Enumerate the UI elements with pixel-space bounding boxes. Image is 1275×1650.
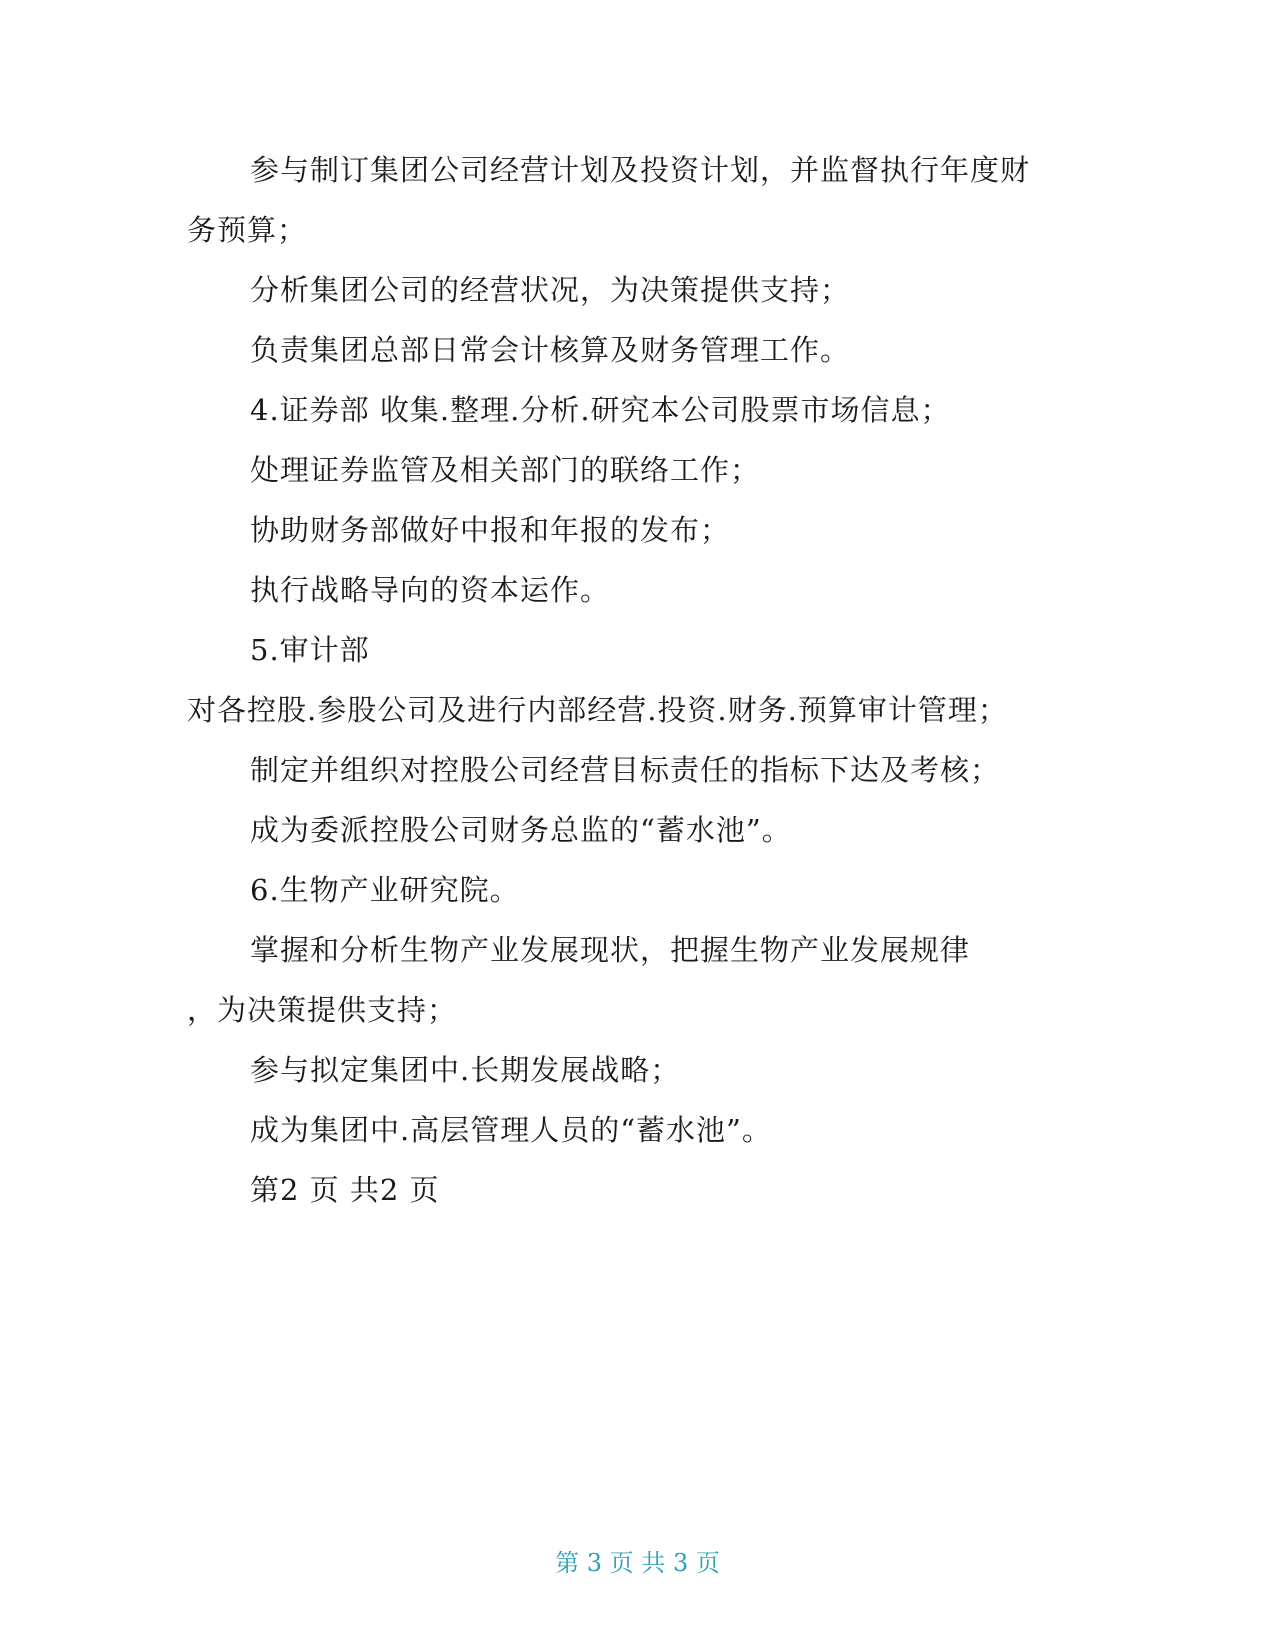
paragraph-line: 成为委派控股公司财务总监的“蓄水池”。 — [250, 813, 792, 847]
section-heading-securities: 4.证券部 收集.整理.分析.研究本公司股票市场信息； — [250, 393, 951, 427]
paragraph-line: 协助财务部做好中报和年报的发布； — [250, 513, 731, 547]
inline-page-number: 第2 页 共2 页 — [250, 1173, 440, 1207]
page-footer: 第 3 页 共 3 页 — [555, 1549, 720, 1577]
paragraph-line: 分析集团公司的经营状况，为决策提供支持； — [250, 273, 851, 307]
paragraph-line: 制定并组织对控股公司经营目标责任的指标下达及考核； — [250, 753, 1001, 787]
paragraph-line: 参与制订集团公司经营计划及投资计划，并监督执行年度财 — [250, 153, 1031, 187]
section-heading-audit: 5.审计部 — [250, 633, 370, 667]
paragraph-line: 务预算； — [187, 213, 308, 247]
paragraph-line: 负责集团总部日常会计核算及财务管理工作。 — [250, 333, 851, 367]
paragraph-line: 成为集团中.高层管理人员的“蓄水池”。 — [250, 1113, 772, 1147]
paragraph-line: ，为决策提供支持； — [187, 993, 458, 1027]
paragraph-line: 对各控股.参股公司及进行内部经营.投资.财务.预算审计管理； — [187, 693, 1008, 727]
section-heading-bio-institute: 6.生物产业研究院。 — [250, 873, 520, 907]
paragraph-line: 执行战略导向的资本运作。 — [250, 573, 611, 607]
paragraph-line: 掌握和分析生物产业发展现状，把握生物产业发展规律 — [250, 933, 971, 967]
paragraph-line: 处理证券监管及相关部门的联络工作； — [250, 453, 761, 487]
paragraph-line: 参与拟定集团中.长期发展战略； — [250, 1053, 681, 1087]
